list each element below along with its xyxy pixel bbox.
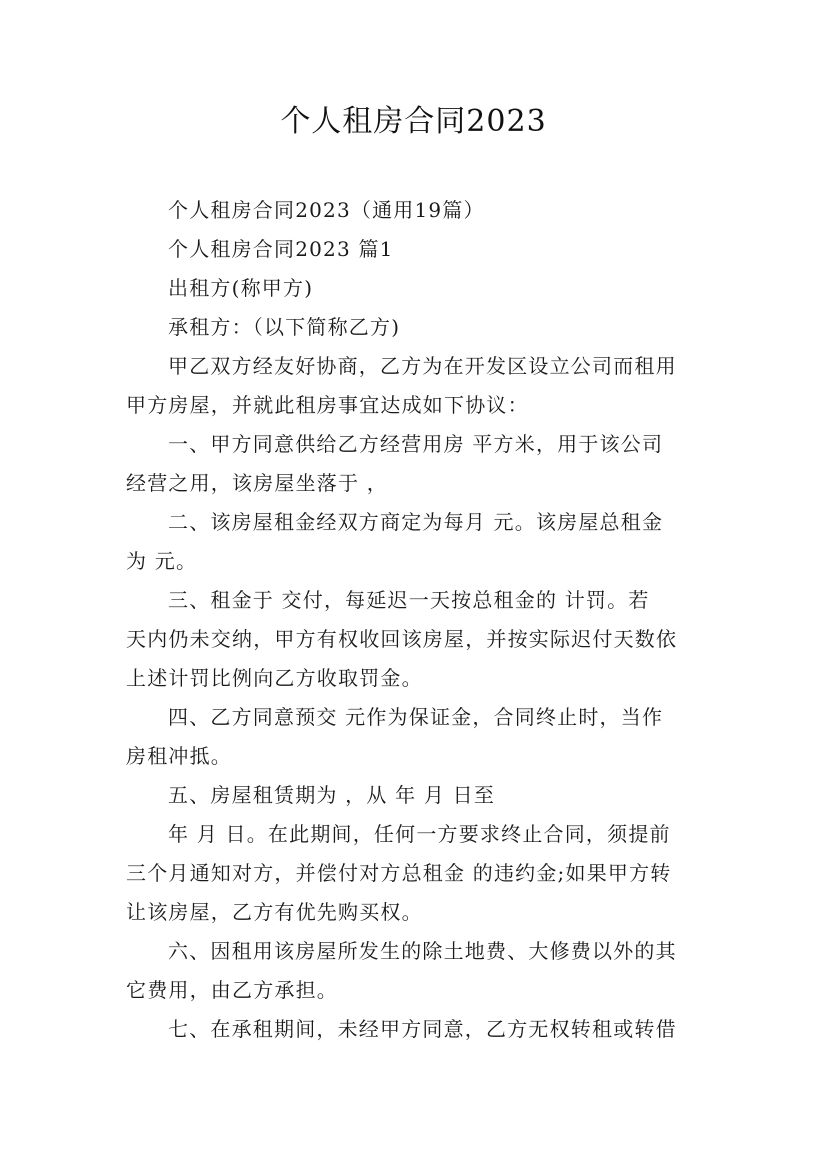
body-line: 承租方：（以下简称乙方) xyxy=(168,315,401,339)
body-line: 它费用，由乙方承担。 xyxy=(126,978,338,1002)
document-body xyxy=(126,191,704,1049)
body-line: 天内仍未交纳，甲方有权收回该房屋，并按实际迟付天数依 xyxy=(126,627,678,651)
document-title: 个人租房合同2023 xyxy=(280,104,547,139)
body-line: 五、房屋租赁期为 ，从 年 月 日至 xyxy=(168,783,496,807)
body-line: 上述计罚比例向乙方收取罚金。 xyxy=(126,666,423,690)
body-line: 四、乙方同意预交 元作为保证金，合同终止时，当作 xyxy=(168,705,664,729)
body-line: 让该房屋，乙方有优先购买权。 xyxy=(126,900,423,924)
body-line: 出租方(称甲方) xyxy=(168,276,314,300)
body-line: 二、该房屋租金经双方商定为每月 元。该房屋总租金 xyxy=(168,510,664,534)
body-line: 三、租金于 交付，每延迟一天按总租金的 计罚。若 xyxy=(168,588,650,612)
body-line: 个人租房合同2023 篇1 xyxy=(168,237,394,261)
body-line: 三个月通知对方，并偿付对方总租金 的违约金;如果甲方转 xyxy=(126,861,672,885)
body-line: 七、在承租期间，未经甲方同意，乙方无权转租或转借 xyxy=(168,1017,677,1041)
body-line: 年 月 日。在此期间，任何一方要求终止合同，须提前 xyxy=(168,822,671,846)
body-line: 甲方房屋，并就此租房事宜达成如下协议： xyxy=(126,393,529,417)
body-line: 六、因租用该房屋所发生的除土地费、大修费以外的其 xyxy=(168,939,677,963)
body-line: 房租冲抵。 xyxy=(126,744,232,768)
body-line: 经营之用，该房屋坐落于 ， xyxy=(126,471,388,495)
body-line: 甲乙双方经友好协商，乙方为在开发区设立公司而租用 xyxy=(168,354,677,378)
body-line: 一、甲方同意供给乙方经营用房 平方米，用于该公司 xyxy=(168,432,664,456)
body-line: 为 元。 xyxy=(126,549,198,573)
body-line: 个人租房合同2023（通用19篇） xyxy=(168,198,485,222)
